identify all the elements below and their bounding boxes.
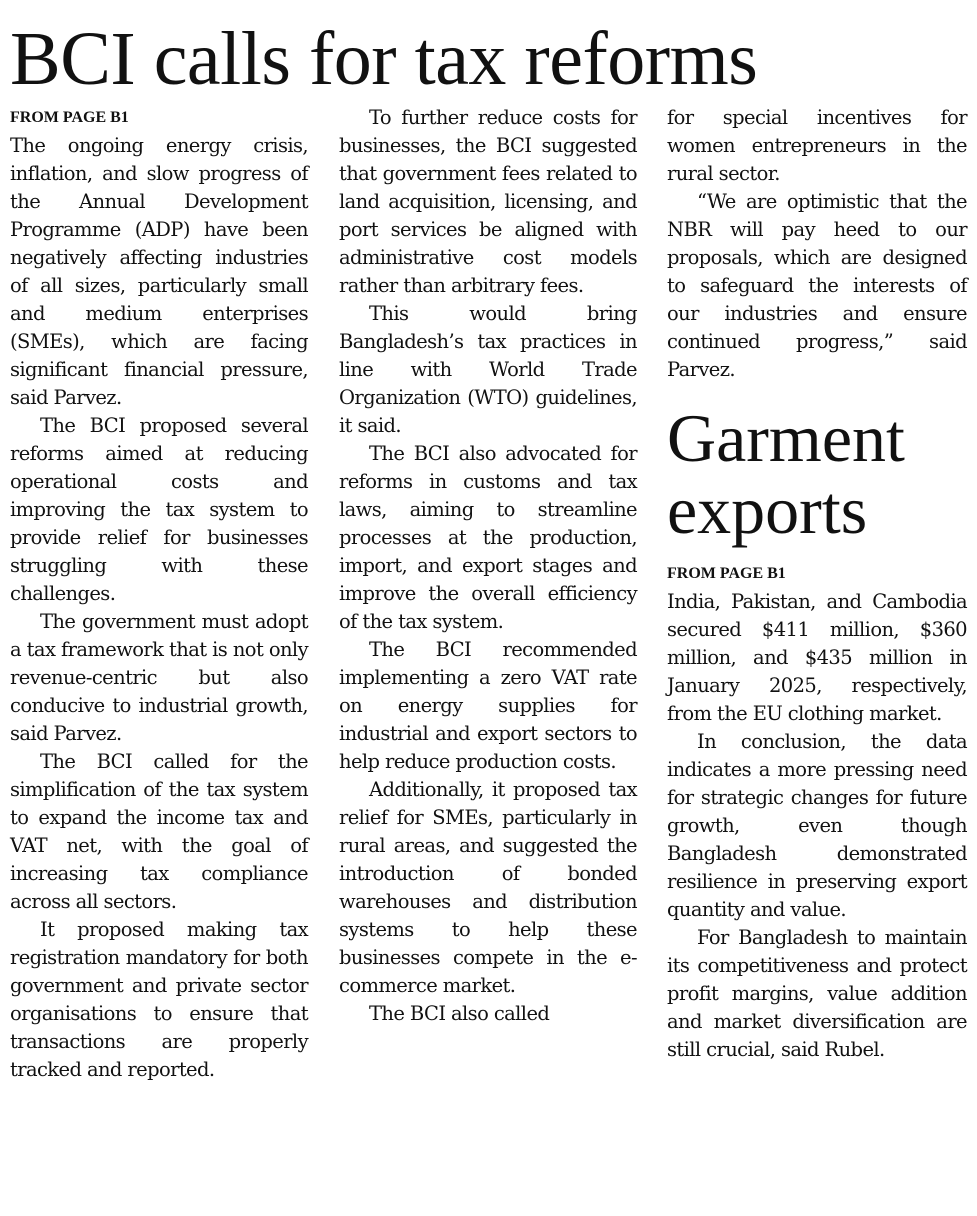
article1-paragraph: Additionally, it proposed tax relief for SMEs, particularly in rural areas, and suggested the introduction of bonded warehouses and distribution systems to help these businesses compete in the e-commerce market. [339, 778, 637, 997]
article2-paragraph: In conclusion, the data indicates a more pressing need for strategic changes for future growth, even though Bangladesh demonstrated resilience in preserving export quantity and value. [667, 730, 967, 921]
article1-paragraph: The ongoing energy crisis, inflation, and slow progress of the Annual Development Programme (ADP) have been negatively affecting industries of all sizes, particularly small and medium enterprises (SMEs), which are facing significant financial pressure, said Parvez. [10, 134, 308, 409]
article1-paragraph: The BCI also called [369, 1002, 550, 1025]
article1-paragraph: The BCI also advocated for reforms in customs and tax laws, aiming to streamline processes at the production, import, and export stages and improve the overall efficiency of the tax system. [339, 442, 637, 633]
article2-kicker: FROM PAGE B1 [667, 565, 786, 582]
article1-paragraph: for special incentives for women entrepreneurs in the rural sector. [667, 106, 967, 185]
article1-paragraph: The government must adopt a tax framework that is not only revenue-centric but also conducive to industrial growth, said Parvez. [10, 610, 308, 745]
article1-paragraph: To further reduce costs for businesses, the BCI suggested that government fees related to land acquisition, licensing, and port services be aligned with administrative cost models rather than arbitrary fees. [339, 106, 637, 297]
article1-column-3 [667, 104, 967, 1064]
article1-column-1 [10, 104, 308, 1084]
article1-paragraph: It proposed making tax registration mandatory for both government and private sector organisations to ensure that transactions are properly tracked and reported. [10, 918, 308, 1081]
article1-paragraph: “We are optimistic that the NBR will pay heed to our proposals, which are designed to safeguard the interests of our industries and ensure continued progress,” said Parvez. [667, 190, 967, 381]
article1-headline: BCI calls for tax reforms [10, 17, 758, 101]
article1-paragraph: The BCI called for the simplification of the tax system to expand the income tax and VAT net, with the goal of increasing tax compliance across all sectors. [10, 750, 308, 913]
article2-paragraph: For Bangladesh to maintain its competitiveness and protect profit margins, value addition and market diversification are still crucial, said Rubel. [667, 926, 967, 1061]
article1-column-2 [339, 104, 637, 1028]
article1-paragraph: The BCI recommended implementing a zero VAT rate on energy supplies for industrial and export sectors to help reduce production costs. [339, 638, 637, 773]
article1-paragraph: The BCI proposed several reforms aimed at reducing operational costs and improving the tax system to provide relief for businesses struggling with these challenges. [10, 414, 308, 605]
article1-kicker: FROM PAGE B1 [10, 109, 129, 126]
article2-headline: Garment exports [667, 400, 905, 548]
article2-paragraph: India, Pakistan, and Cambodia secured $411 million, $360 million, and $435 million in January 2025, respectively, from the EU clothing market. [667, 590, 967, 725]
article1-paragraph: This would bring Bangladesh’s tax practices in line with World Trade Organization (WTO) guidelines, it said. [339, 302, 637, 437]
